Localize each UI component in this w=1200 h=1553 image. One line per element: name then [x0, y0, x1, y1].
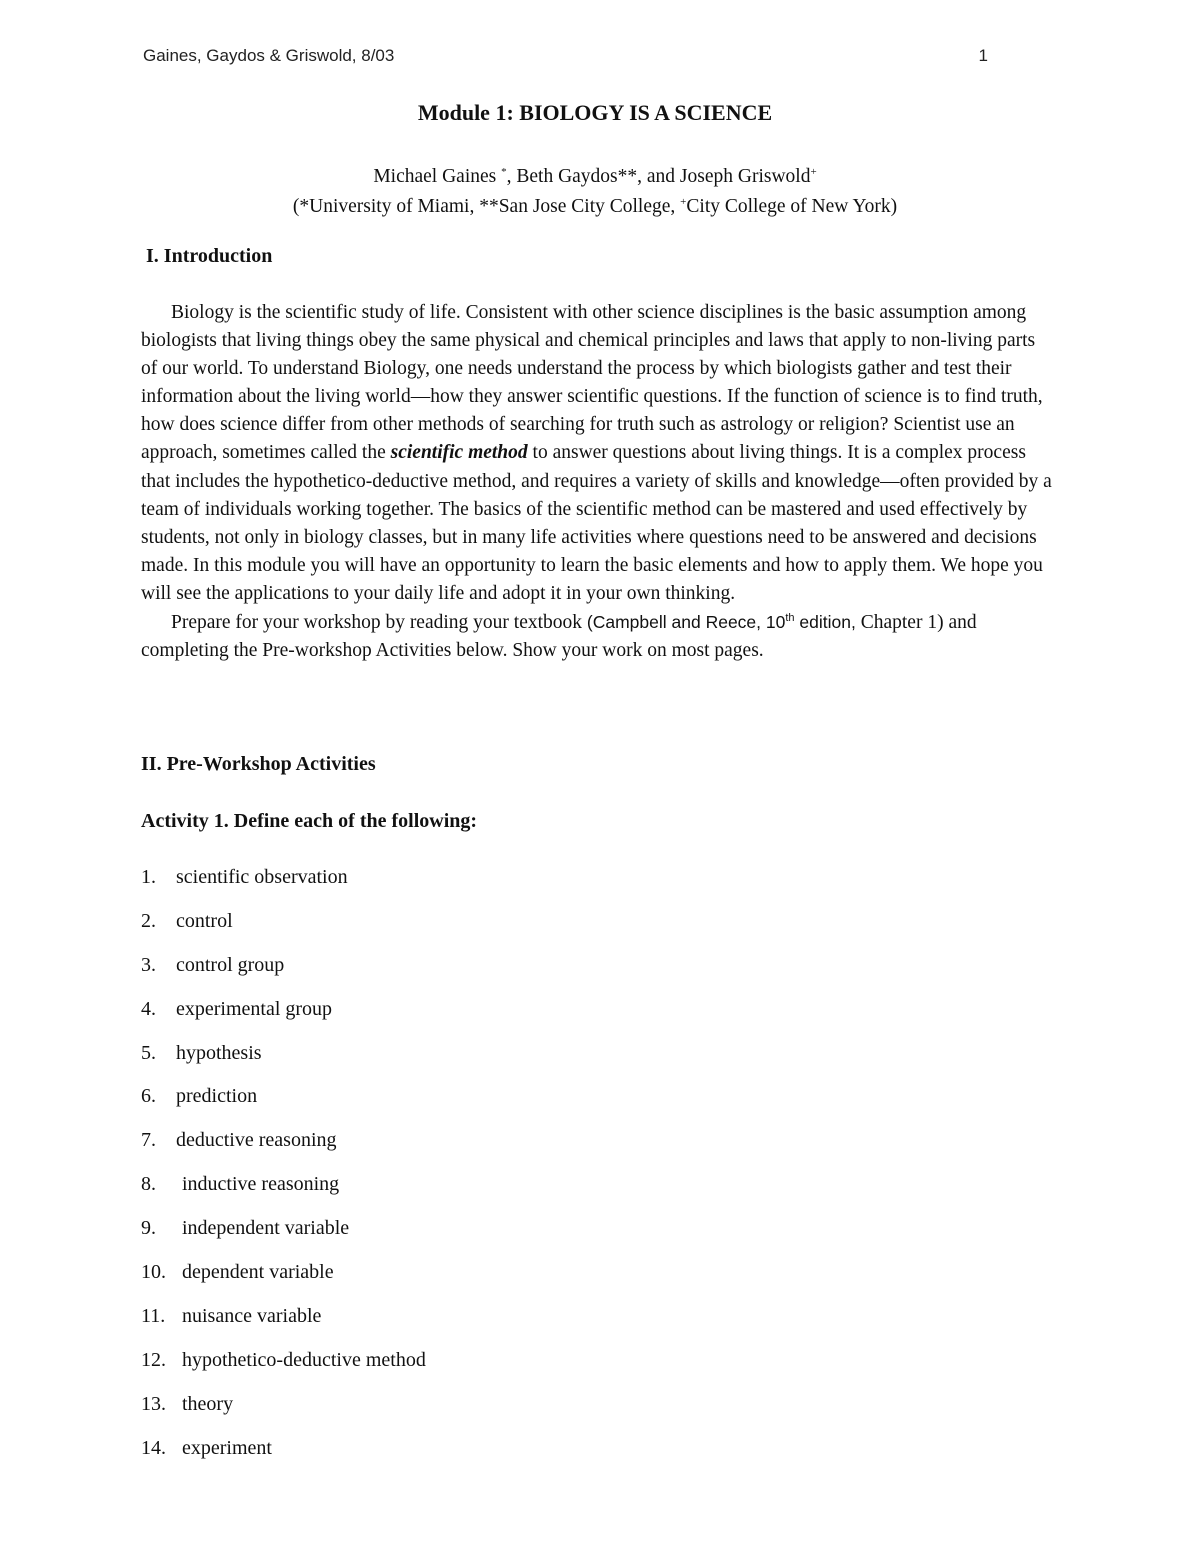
- intro-paragraph-2: Prepare for your workshop by reading your textbook (Campbell and Reece, 10th edition, Chapter 1) and completing the Pre-workshop Activities below. Show your work on most pages.: [141, 612, 977, 662]
- author-affiliations: (*University of Miami, **San Jose City College, +City College of New York): [292, 196, 898, 217]
- introduction-body: [141, 299, 1056, 665]
- section-heading-introduction: I. Introduction: [146, 245, 273, 267]
- list-item-term: control: [176, 909, 233, 932]
- list-item-term: experimental group: [176, 997, 333, 1020]
- list-item-number: 11.: [141, 1304, 166, 1327]
- section-heading-pre-workshop: II. Pre-Workshop Activities: [141, 753, 376, 775]
- authors-block: [0, 162, 1190, 222]
- list-item-term: prediction: [176, 1085, 258, 1108]
- intro-paragraph-1: Biology is the scientific study of life. Consistent with other science disciplines is the basic assumption among biologists that living things obey the same physical and chemical principles and laws that apply to non-living parts of our world. To understand Biology, one needs understand the process by which biologists gather and test their information about the living world—how they answer scientific questions. If the function of science is to find truth, how does science differ from other methods of searching for truth such as astrology or religion? Scientist use an approach, sometimes called the scientific method to answer questions about living things. It is a complex process that includes the hypothetico-deductive method, and requires a variety of skills and knowledge—often provided by a team of individuals working together. The basics of the scientific method can be mastered and used effectively by students, not only in biology classes, but in many life activities where questions need to be answered and decisions made. In this module you will have an opportunity to learn the basic elements and how to apply them. We hope you will see the applications to your daily life and adopt it in your own thinking.: [141, 302, 1052, 604]
- document-title: Module 1: BIOLOGY IS A SCIENCE: [417, 100, 773, 125]
- list-item: [141, 908, 426, 952]
- list-item: [141, 1083, 426, 1127]
- list-item-number: 2.: [141, 909, 156, 932]
- list-item-number: 5.: [141, 1041, 156, 1064]
- list-item: [141, 1303, 426, 1347]
- list-item-term: control group: [176, 953, 285, 976]
- list-item-term: theory: [182, 1392, 234, 1415]
- list-item-number: 3.: [141, 953, 156, 976]
- list-item: [141, 1215, 426, 1259]
- list-item-term: nuisance variable: [182, 1304, 322, 1327]
- list-item-term: deductive reasoning: [176, 1129, 337, 1152]
- list-item: [141, 1127, 426, 1171]
- list-item: [141, 1171, 426, 1215]
- list-item-term: inductive reasoning: [182, 1173, 340, 1196]
- list-item-term: hypothetico-deductive method: [182, 1348, 426, 1371]
- list-item: [141, 1347, 426, 1391]
- list-item: [141, 1435, 426, 1479]
- list-item-number: 14.: [141, 1436, 166, 1459]
- list-item-term: independent variable: [182, 1217, 350, 1240]
- list-item-number: 12.: [141, 1348, 166, 1371]
- list-item-number: 4.: [141, 997, 156, 1020]
- list-item-term: scientific observation: [176, 866, 348, 888]
- author-names: Michael Gaines *, Beth Gaydos**, and Joseph Griswold+: [373, 166, 817, 187]
- activity-heading: Activity 1. Define each of the following:: [141, 810, 478, 832]
- list-item: [141, 1259, 426, 1303]
- definition-list: [141, 864, 426, 1478]
- list-item: [141, 952, 426, 996]
- list-item: [141, 1040, 426, 1084]
- list-item-number: 13.: [141, 1392, 166, 1415]
- list-item-number: 6.: [141, 1085, 156, 1108]
- list-item-number: 9.: [141, 1217, 156, 1240]
- page-number: 1: [978, 46, 988, 65]
- list-item-term: experiment: [182, 1436, 272, 1459]
- running-header: Gaines, Gaydos & Griswold, 8/03: [143, 46, 395, 65]
- list-item-term: hypothesis: [176, 1041, 262, 1064]
- list-item: [141, 864, 426, 908]
- list-item-number: 8.: [141, 1173, 156, 1196]
- list-item: [141, 996, 426, 1040]
- list-item: [141, 1391, 426, 1435]
- list-item-term: dependent variable: [182, 1261, 334, 1284]
- list-item-number: 1.: [141, 866, 156, 888]
- list-item-number: 7.: [141, 1129, 156, 1152]
- list-item-number: 10.: [141, 1261, 166, 1284]
- emphasis-scientific-method: scientific method: [390, 442, 528, 464]
